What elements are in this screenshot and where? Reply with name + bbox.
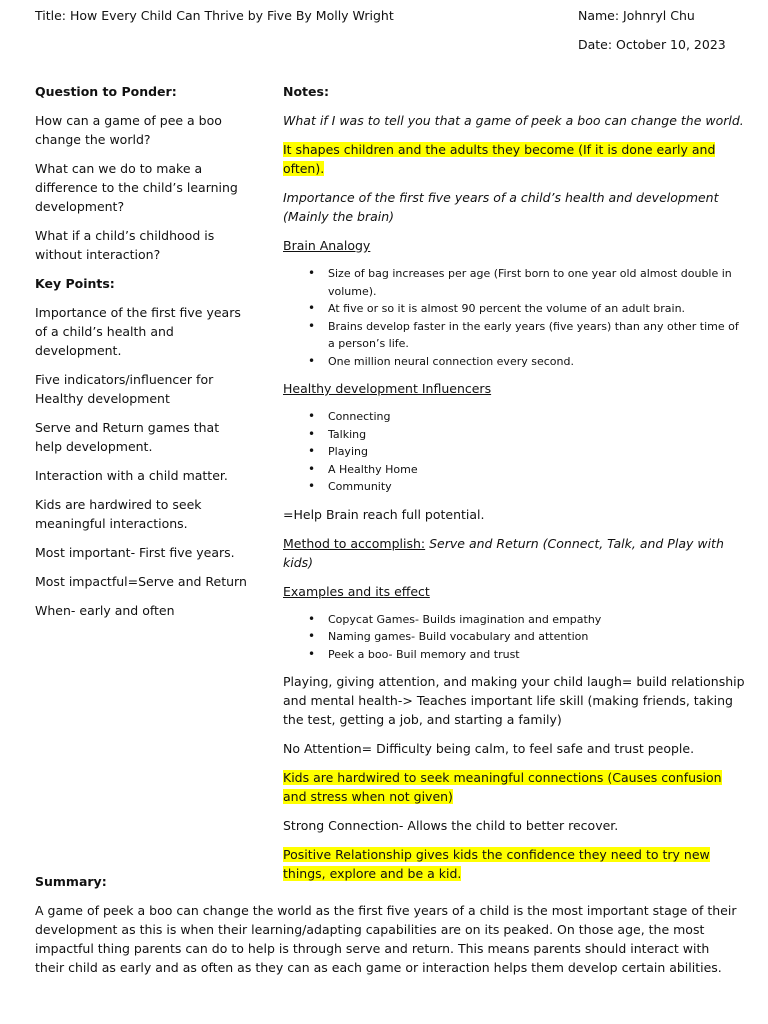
brain-analogy-list: [283, 265, 745, 370]
notes-column: [283, 82, 745, 893]
strong-connection-line: Strong Connection- Allows the child to better recover.: [283, 818, 619, 833]
playing-paragraph: Playing, giving attention, and making your child laugh= build relationship and mental health-> Teaches important life skill (making friends, taking the test, getting a job, and starting a family): [283, 674, 745, 727]
list-item: • A Healthy Home: [328, 461, 745, 479]
examples-label: Examples and its effect: [283, 583, 430, 599]
key-point-item: Kids are hardwired to seek meaningful interactions.: [35, 497, 202, 531]
list-item: • Size of bag increases per age (First born to one year old almost double in volume).: [328, 265, 745, 300]
key-point-item: Most important- First five years.: [35, 545, 235, 560]
notes-highlight-2: [283, 768, 745, 806]
influencers-list: [283, 408, 745, 496]
list-item: • At five or so it is almost 90 percent the volume of an adult brain.: [328, 300, 745, 318]
list-item: • Talking: [328, 426, 745, 444]
student-name: Name: Johnryl Chu: [578, 8, 695, 23]
brain-analogy-label: Brain Analogy: [283, 238, 371, 253]
list-item: • Copycat Games- Builds imagination and empathy: [328, 611, 745, 629]
method-line: [283, 534, 745, 572]
method-text: Serve and Return (Connect, Talk, and Play with kids): [283, 535, 724, 570]
key-point-item: Five indicators/influencer for Healthy development: [35, 372, 214, 406]
list-item: • Brains develop faster in the early years (five years) than any other time of a person’s life.: [328, 318, 745, 353]
list-item: • Connecting: [328, 408, 745, 426]
influencers-heading: [283, 379, 745, 398]
question-heading: Question to Ponder:: [35, 84, 177, 99]
summary-section: [35, 872, 738, 977]
notes-importance: Importance of the first five years of a child’s health and development (Mainly the brain): [283, 190, 719, 224]
no-attention-line: No Attention= Difficulty being calm, to feel safe and trust people.: [283, 741, 695, 756]
brain-analogy-heading: [283, 236, 745, 255]
list-item: • Playing: [328, 443, 745, 461]
left-column: [35, 82, 247, 630]
help-brain-line: =Help Brain reach full potential.: [283, 506, 485, 522]
document-title: Title: How Every Child Can Thrive by Five By Molly Wright: [35, 8, 394, 23]
list-item: • Peek a boo- Buil memory and trust: [328, 646, 745, 664]
highlight-text: It shapes children and the adults they become (If it is done early and often).: [283, 142, 716, 176]
question-item: What if a child’s childhood is without interaction?: [35, 228, 215, 262]
notes-heading: Notes:: [283, 84, 329, 99]
key-points-heading: Key Points:: [35, 276, 115, 291]
key-point-item: Importance of the first five years of a child’s health and development.: [35, 305, 241, 358]
highlight-text: Kids are hardwired to seek meaningful connections (Causes confusion and stress when not given): [283, 770, 722, 804]
key-point-item: Serve and Return games that help development.: [35, 420, 220, 454]
question-item: How can a game of pee a boo change the world?: [35, 113, 222, 147]
notes-highlight-1: [283, 140, 745, 178]
notes-intro: What if I was to tell you that a game of peek a boo can change the world.: [283, 113, 744, 128]
highlight-text: Positive Relationship gives kids the confidence they need to try new things, explore and be a kid.: [283, 847, 710, 881]
summary-text: A game of peek a boo can change the world as the first five years of a child is the most important stage of their development as this is when their learning/adapting capabilities are on its peaked. On those age, the most impactful thing parents can do to help is through serve and return. This means parents should interact with their child as early and as often as they can as each game or interaction helps them develop certain abilities.: [35, 903, 737, 975]
key-point-item: When- early and often: [35, 603, 175, 618]
list-item: • One million neural connection every second.: [328, 353, 745, 371]
list-item: • Naming games- Build vocabulary and attention: [328, 628, 745, 646]
summary-heading: Summary:: [35, 874, 107, 889]
method-label: Method to accomplish:: [283, 535, 426, 551]
key-point-item: Most impactful=Serve and Return: [35, 574, 247, 589]
key-point-item: Interaction with a child matter.: [35, 468, 228, 483]
document-date: Date: October 10, 2023: [578, 37, 726, 52]
influencers-label: Healthy development Influencers: [283, 381, 492, 396]
list-item: • Community: [328, 478, 745, 496]
examples-heading: [283, 582, 745, 601]
examples-list: [283, 611, 745, 664]
question-item: What can we do to make a difference to the child’s learning development?: [35, 161, 238, 214]
